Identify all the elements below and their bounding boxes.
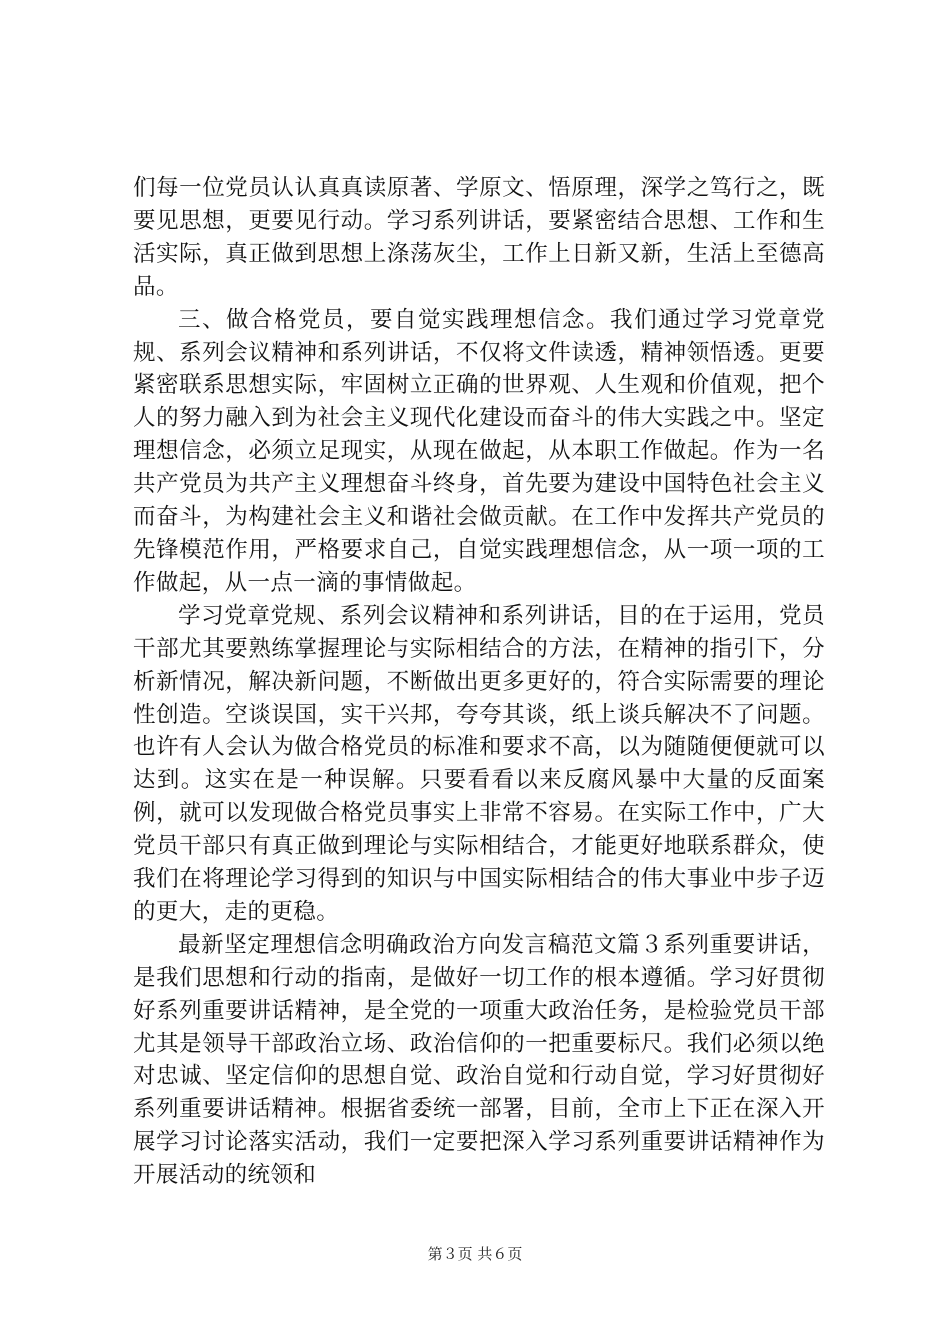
- paragraph-section-three: 三、做合格党员，要自觉实践理想信念。我们通过学习党章党规、系列会议精神和系列讲话，不仅将文件读透，精神领悟透。更要紧密联系思想实际，牢固树立正确的世界观、人生观和价值观，把个人的努力融入到为社会主义现代化建设而奋斗的伟大实践之中。坚定理想信念，必须立足现实，从现在做起，从本职工作做起。作为一名共产党员为共产主义理想奋斗终身，首先要为建设中国特色社会主义而奋斗，为构建社会主义和谐社会做贡献。在工作中发挥共产党员的先锋模范作用，严格要求自己，自觉实践理想信念，从一项一项的工作做起，从一点一滴的事情做起。: [133, 306, 825, 596]
- paragraph-article-three: 最新坚定理想信念明确政治方向发言稿范文篇３系列重要讲话，是我们思想和行动的指南，是做好一切工作的根本遵循。学习好贯彻好系列重要讲话精神，是全党的一项重大政治任务，是检验党员干部尤其是领导干部政治立场、政治信仰的一把重要标尺。我们必须以绝对忠诚、坚定信仰的思想自觉、政治自觉和行动自觉，学习好贯彻好系列重要讲话精神。根据省委统一部署，目前，全市上下正在深入开展学习讨论落实活动，我们一定要把深入学习系列重要讲话精神作为开展活动的统领和: [133, 931, 825, 1189]
- document-body: [133, 172, 825, 1192]
- page-number-footer: 第３页 共６页: [427, 1245, 523, 1263]
- paragraph-continuation: 们每一位党员认认真真读原著、学原文、悟原理，深学之笃行之，既要见思想，更要见行动。学习系列讲话，要紧密结合思想、工作和生活实际，真正做到思想上涤荡灰尘，工作上日新又新，生活上至德高品。: [133, 175, 825, 300]
- paragraph-theory-practice: 学习党章党规、系列会议精神和系列讲话，目的在于运用，党员干部尤其要熟练掌握理论与实际相结合的方法，在精神的指引下，分析新情况，解决新问题，不断做出更多更好的，符合实际需要的理论性创造。空谈误国，实干兴邦，夸夸其谈，纸上谈兵解决不了问题。也许有人会认为做合格党员的标准和要求不高，以为随随便便就可以达到。这实在是一种误解。只要看看以来反腐风暴中大量的反面案例，就可以发现做合格党员事实上非常不容易。在实际工作中，广大党员干部只有真正做到理论与实际相结合，才能更好地联系群众，使我们在将理论学习得到的知识与中国实际相结合的伟大事业中步子迈的更大，走的更稳。: [133, 602, 825, 925]
